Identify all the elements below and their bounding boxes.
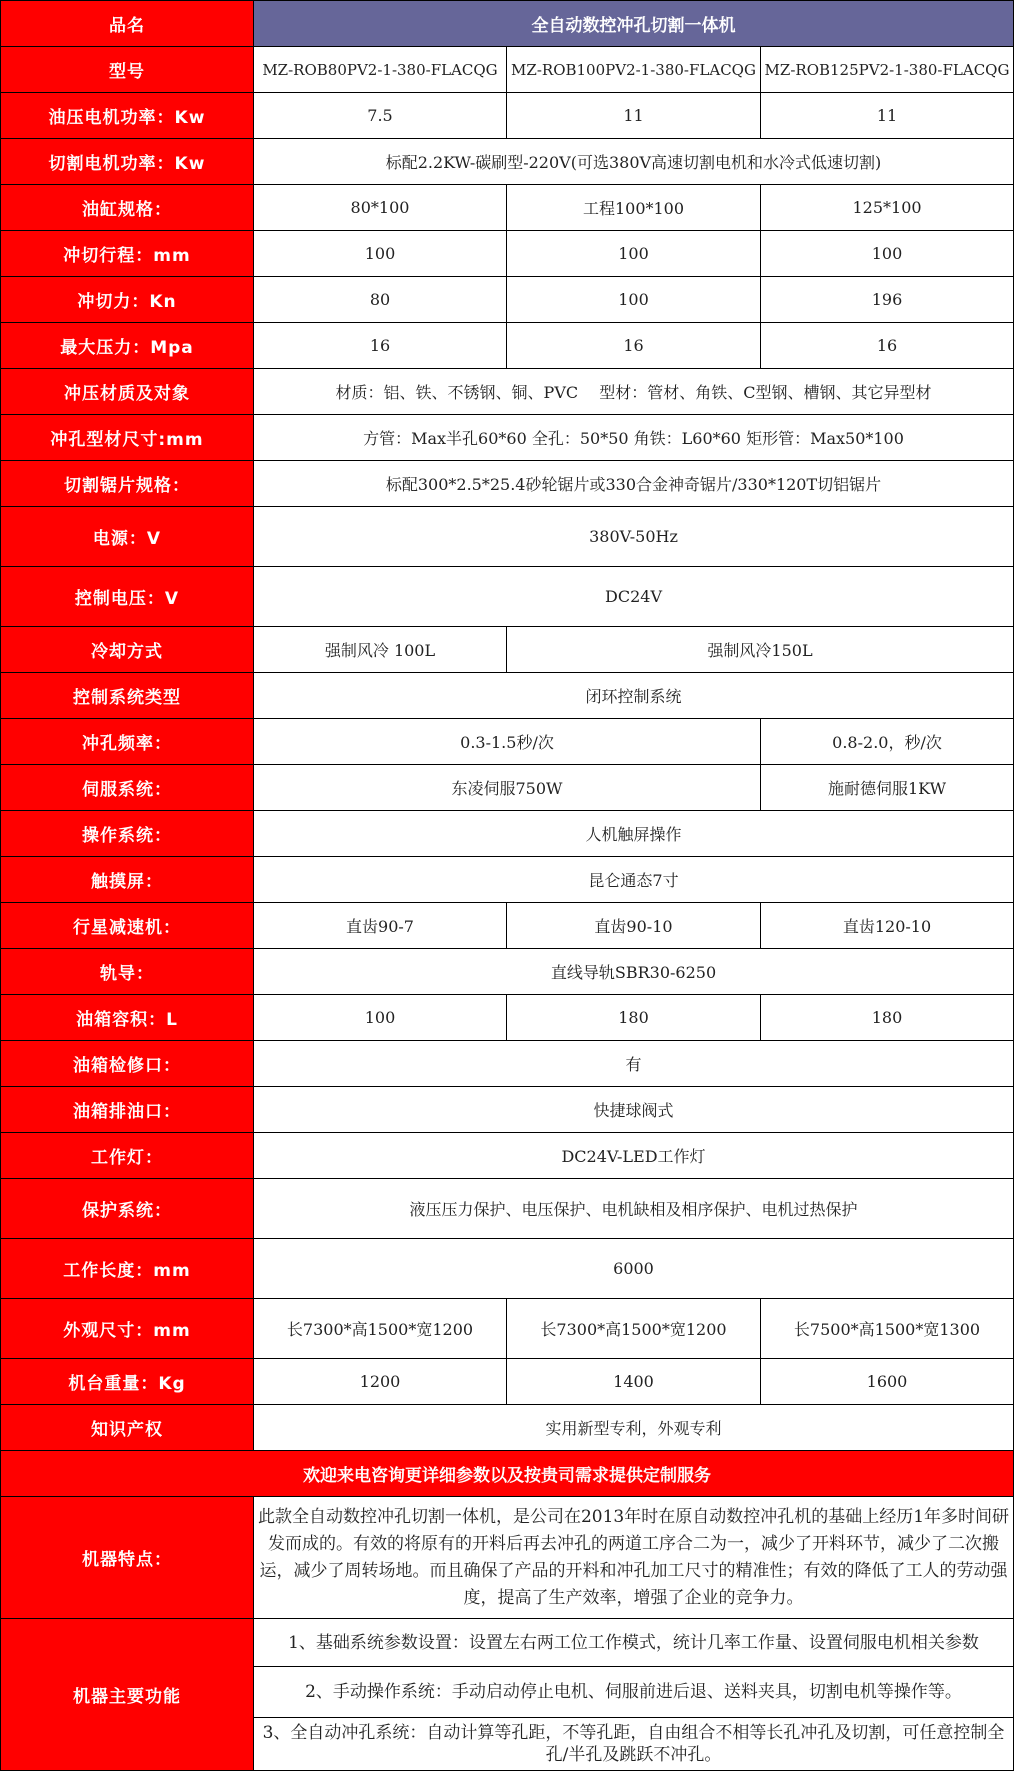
- value-cell: 125*100: [761, 185, 1014, 231]
- spec-row-hydraulic-motor-power: [1, 93, 1014, 139]
- row-label: 切割电机功率：Kw: [1, 139, 254, 185]
- function-row: [1, 1619, 1014, 1667]
- row-label: 行星减速机：: [1, 903, 254, 949]
- value-cell: 1400: [507, 1359, 761, 1405]
- value-cell: 材质：铝、铁、不锈钢、铜、PVC 型材：管材、角铁、C型钢、槽钢、其它异型材: [254, 369, 1014, 415]
- contact-banner: 欢迎来电咨询更详细参数以及按贵司需求提供定制服务: [1, 1451, 1014, 1497]
- function-item: 2、手动操作系统：手动启动停止电机、伺服前进后退、送料夹具，切割电机等操作等。: [254, 1667, 1014, 1718]
- spec-row-materials: [1, 369, 1014, 415]
- value-cell: 标配2.2KW-碳刷型-220V(可选380V高速切割电机和水冷式低速切割): [254, 139, 1014, 185]
- spec-row-work-length: [1, 1239, 1014, 1299]
- value-cell: 方管：Max半孔60*60 全孔：50*50 角铁：L60*60 矩形管：Max50*100: [254, 415, 1014, 461]
- spec-row-power-supply: [1, 507, 1014, 567]
- features-text: 此款全自动数控冲孔切割一体机，是公司在2013年时在原自动数控冲孔机的基础上经历1年多时间研发而成的。有效的将原有的开料后再去冲孔的两道工序合二为一，减少了开料环节，减少了二次搬运，减少了周转场地。而且确保了产品的开料和冲孔加工尺寸的精准性；有效的降低了工人的劳动强度，提高了生产效率，增强了企业的竞争力。: [254, 1497, 1014, 1619]
- spec-row-guide-rail: [1, 949, 1014, 995]
- spec-row-operating-system: [1, 811, 1014, 857]
- value-cell: 1600: [761, 1359, 1014, 1405]
- spec-row-model: [1, 47, 1014, 93]
- value-cell: 施耐德伺服1KW: [761, 765, 1014, 811]
- value-cell: 0.8-2.0，秒/次: [761, 719, 1014, 765]
- value-cell: 直齿120-10: [761, 903, 1014, 949]
- spec-row-work-light: [1, 1133, 1014, 1179]
- contact-banner-row: [1, 1451, 1014, 1497]
- row-label: 触摸屏：: [1, 857, 254, 903]
- function-item: 1、基础系统参数设置：设置左右两工位工作模式，统计几率工作量、设置伺服电机相关参数: [254, 1619, 1014, 1667]
- row-label: 知识产权: [1, 1405, 254, 1451]
- value-cell: 7.5: [254, 93, 507, 139]
- value-cell: 强制风冷 100L: [254, 627, 507, 673]
- value-cell: 6000: [254, 1239, 1014, 1299]
- spec-row-cutting-motor-power: [1, 139, 1014, 185]
- row-label: 油箱容积：L: [1, 995, 254, 1041]
- value-cell: 标配300*2.5*25.4砂轮锯片或330合金神奇锯片/330*120T切铝锯片: [254, 461, 1014, 507]
- spec-row-cylinder: [1, 185, 1014, 231]
- value-cell: 长7300*高1500*宽1200: [254, 1299, 507, 1359]
- value-cell: 16: [761, 323, 1014, 369]
- row-label: 机台重量：Kg: [1, 1359, 254, 1405]
- value-cell: 直线导轨SBR30-6250: [254, 949, 1014, 995]
- row-label: 工作长度：mm: [1, 1239, 254, 1299]
- row-label: 油缸规格：: [1, 185, 254, 231]
- spec-row-servo: [1, 765, 1014, 811]
- value-cell: 100: [254, 231, 507, 277]
- value-cell: 实用新型专利，外观专利: [254, 1405, 1014, 1451]
- row-label: 油箱排油口：: [1, 1087, 254, 1133]
- functions-label: 机器主要功能: [1, 1619, 254, 1771]
- value-cell: 直齿90-10: [507, 903, 761, 949]
- spec-row-protection: [1, 1179, 1014, 1239]
- value-cell: 100: [254, 995, 507, 1041]
- value-cell: 直齿90-7: [254, 903, 507, 949]
- value-cell: 工程100*100: [507, 185, 761, 231]
- header-row: [1, 1, 1014, 47]
- spec-row-control-voltage: [1, 567, 1014, 627]
- value-cell: 11: [761, 93, 1014, 139]
- value-cell: 强制风冷150L: [507, 627, 1014, 673]
- spec-row-touchscreen: [1, 857, 1014, 903]
- spec-row-ip: [1, 1405, 1014, 1451]
- value-cell: DC24V: [254, 567, 1014, 627]
- row-label: 冷却方式: [1, 627, 254, 673]
- value-cell: 100: [507, 277, 761, 323]
- value-cell: 180: [761, 995, 1014, 1041]
- spec-row-profile-size: [1, 415, 1014, 461]
- value-cell: 80: [254, 277, 507, 323]
- value-cell: 380V-50Hz: [254, 507, 1014, 567]
- row-label: 外观尺寸：mm: [1, 1299, 254, 1359]
- value-cell: 80*100: [254, 185, 507, 231]
- value-cell: 人机触屏操作: [254, 811, 1014, 857]
- row-label: 冲孔频率：: [1, 719, 254, 765]
- model-cell-1: MZ-ROB80PV2-1-380-FLACQG: [254, 47, 507, 93]
- value-cell: 昆仑通态7寸: [254, 857, 1014, 903]
- row-label: 冲压材质及对象: [1, 369, 254, 415]
- spec-row-control-system: [1, 673, 1014, 719]
- row-label: 伺服系统：: [1, 765, 254, 811]
- row-label: 冲切力：Kn: [1, 277, 254, 323]
- row-label: 油压电机功率：Kw: [1, 93, 254, 139]
- value-cell: 长7300*高1500*宽1200: [507, 1299, 761, 1359]
- value-cell: 闭环控制系统: [254, 673, 1014, 719]
- row-label: 工作灯：: [1, 1133, 254, 1179]
- spec-row-max-pressure: [1, 323, 1014, 369]
- spec-row-saw-blade: [1, 461, 1014, 507]
- spec-row-dimensions: [1, 1299, 1014, 1359]
- row-label: 切割锯片规格：: [1, 461, 254, 507]
- spec-row-punch-frequency: [1, 719, 1014, 765]
- value-cell: 东凌伺服750W: [254, 765, 761, 811]
- row-label: 电源：V: [1, 507, 254, 567]
- function-item: 3、全自动冲孔系统：自动计算等孔距，不等孔距，自由组合不相等长孔冲孔及切割，可任意控制全孔/半孔及跳跃不冲孔。: [254, 1718, 1014, 1771]
- row-label: 最大压力：Mpa: [1, 323, 254, 369]
- spec-row-cooling: [1, 627, 1014, 673]
- row-label: 控制电压：V: [1, 567, 254, 627]
- spec-row-punch-force: [1, 277, 1014, 323]
- value-cell: 16: [507, 323, 761, 369]
- product-name-label: 品名: [1, 1, 254, 47]
- spec-row-tank-inspection-port: [1, 1041, 1014, 1087]
- model-cell-2: MZ-ROB100PV2-1-380-FLACQG: [507, 47, 761, 93]
- row-label: 操作系统：: [1, 811, 254, 857]
- product-title: 全自动数控冲孔切割一体机: [254, 1, 1014, 47]
- value-cell: 16: [254, 323, 507, 369]
- value-cell: 1200: [254, 1359, 507, 1405]
- spec-row-weight: [1, 1359, 1014, 1405]
- spec-row-stroke: [1, 231, 1014, 277]
- row-label: 冲切行程：mm: [1, 231, 254, 277]
- row-label: 型号: [1, 47, 254, 93]
- value-cell: 180: [507, 995, 761, 1041]
- value-cell: 长7500*高1500*宽1300: [761, 1299, 1014, 1359]
- value-cell: 快捷球阀式: [254, 1087, 1014, 1133]
- value-cell: 有: [254, 1041, 1014, 1087]
- value-cell: 11: [507, 93, 761, 139]
- spec-row-tank-capacity: [1, 995, 1014, 1041]
- value-cell: 液压压力保护、电压保护、电机缺相及相序保护、电机过热保护: [254, 1179, 1014, 1239]
- value-cell: DC24V-LED工作灯: [254, 1133, 1014, 1179]
- row-label: 轨导：: [1, 949, 254, 995]
- row-label: 冲孔型材尺寸:mm: [1, 415, 254, 461]
- features-label: 机器特点：: [1, 1497, 254, 1619]
- value-cell: 100: [761, 231, 1014, 277]
- spec-row-planetary-reducer: [1, 903, 1014, 949]
- value-cell: 0.3-1.5秒/次: [254, 719, 761, 765]
- features-row: [1, 1497, 1014, 1619]
- row-label: 控制系统类型: [1, 673, 254, 719]
- row-label: 保护系统：: [1, 1179, 254, 1239]
- row-label: 油箱检修口：: [1, 1041, 254, 1087]
- model-cell-3: MZ-ROB125PV2-1-380-FLACQG: [761, 47, 1014, 93]
- value-cell: 196: [761, 277, 1014, 323]
- spec-row-tank-drain: [1, 1087, 1014, 1133]
- value-cell: 100: [507, 231, 761, 277]
